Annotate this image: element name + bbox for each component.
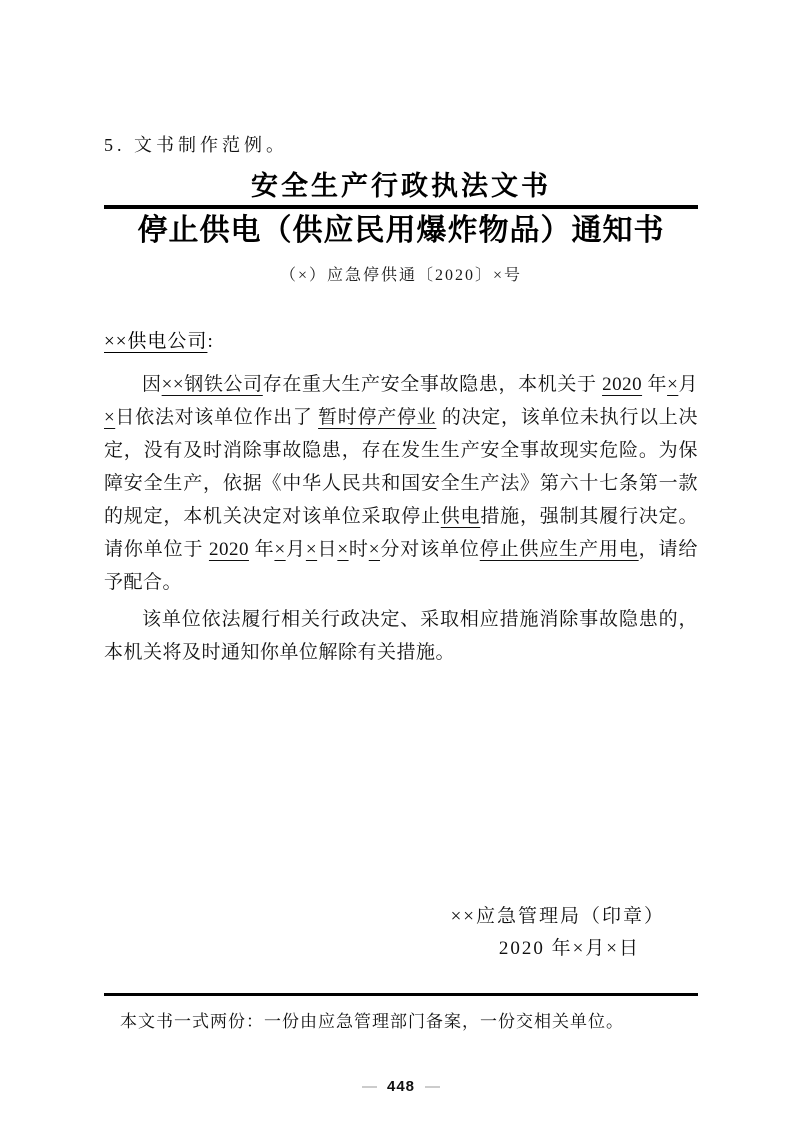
title-double-rule — [104, 205, 698, 209]
text-run: 该单位依法履行相关行政决定、采取相应措施消除事故隐患的，本机关将及时通知你单位解除有关措施。 — [104, 609, 698, 663]
filled-blank: × — [104, 407, 116, 428]
salutation-recipient: ××供电公司 — [104, 331, 208, 352]
filled-blank: 暂时停产停业 — [318, 407, 437, 428]
text-run: 年 — [248, 539, 275, 560]
text-run: 分对该单位 — [380, 539, 480, 560]
filled-blank: × — [337, 539, 349, 560]
text-run: 日依法对该单位作出了 — [115, 407, 319, 428]
salutation — [104, 328, 698, 356]
filled-blank: × — [667, 374, 679, 395]
page-number-left-dash: — — [361, 1078, 377, 1095]
page-number — [104, 1078, 698, 1095]
text-run: 时 — [348, 539, 369, 560]
text-run: 日 — [317, 539, 338, 560]
text-run: 因 — [142, 374, 162, 395]
blank-space — [104, 669, 698, 902]
filled-blank: × — [274, 539, 286, 560]
text-run: 月 — [678, 374, 698, 395]
text-run: 的决定，该单位未执行以上决定，没有及时消除事故隐患，存在发生生产安全事故现实危险。为保障安全生产，依据《中华人民共和国安全生产法》第六十七条第一款的规定，本机关决定对该单位采取停止 — [104, 407, 698, 527]
footnote-rule — [104, 993, 698, 996]
text-run: ，请给予配合。 — [104, 539, 698, 593]
signature-organization: ××应急管理局（印章） — [450, 906, 665, 927]
signature-date: 2020 年×月×日 — [498, 938, 640, 959]
footnote: 本文书一式两份：一份由应急管理部门备案，一份交相关单位。 — [120, 1012, 624, 1031]
document-category-title: 安全生产行政执法文书 — [251, 171, 551, 201]
filled-blank: ××钢铁公司 — [161, 374, 263, 395]
filled-blank: 2020 — [602, 374, 643, 395]
text-run: 月 — [285, 539, 306, 560]
filled-blank: × — [305, 539, 318, 560]
filled-blank: × — [368, 539, 381, 560]
text-run: 存在重大生产安全事故隐患，本机关于 — [262, 374, 603, 395]
body-paragraph — [104, 603, 698, 669]
page-number-right-dash: — — [425, 1078, 441, 1095]
filled-blank: 停止供应生产用电 — [479, 539, 639, 560]
filled-blank: 供电 — [440, 506, 481, 527]
page-number-value: 448 — [386, 1078, 416, 1095]
text-run: 年 — [642, 374, 668, 395]
text-run: 措施，强制其履行决定。请你单位于 — [104, 506, 698, 560]
salutation-colon: : — [207, 331, 214, 352]
section-heading: 5. 文书制作范例。 — [104, 135, 288, 155]
signature-block — [104, 902, 698, 964]
filled-blank: 2020 — [208, 539, 249, 560]
body-paragraph — [104, 368, 698, 599]
document-title: 停止供电（供应民用爆炸物品）通知书 — [137, 214, 665, 247]
document-number: （×）应急停供通〔2020〕×号 — [279, 267, 523, 284]
